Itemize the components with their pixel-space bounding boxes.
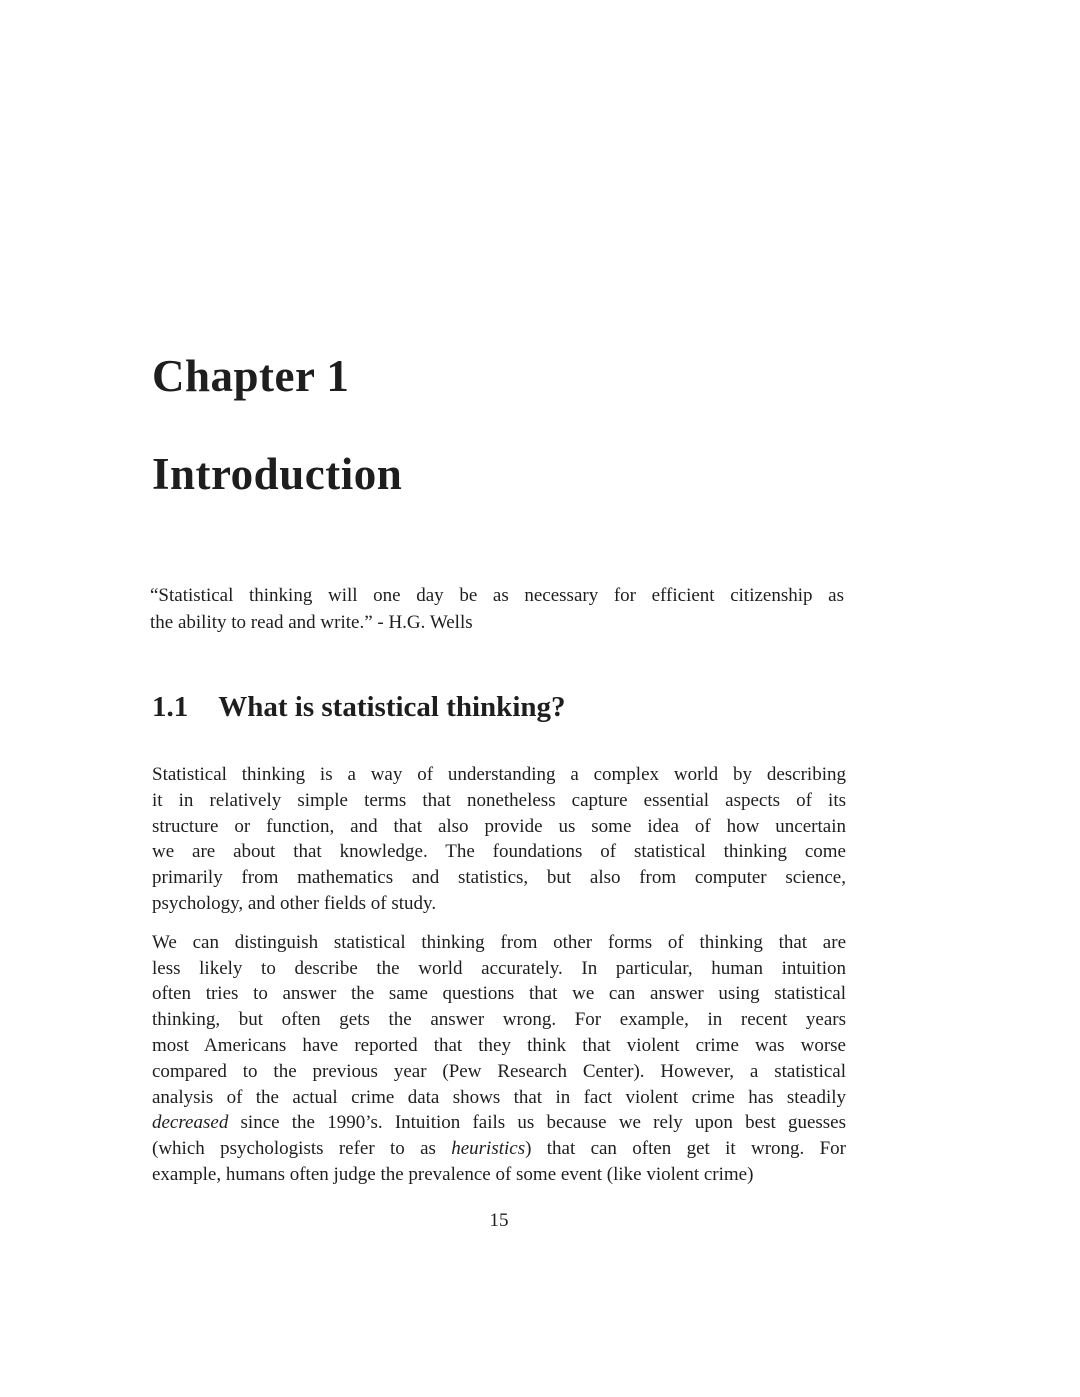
text-line: primarily from mathematics and statistics, but also from computer science, (152, 867, 846, 889)
text-line: thinking, but often gets the answer wrong. For example, in recent years (152, 1009, 846, 1031)
body-text (152, 762, 846, 1201)
chapter-number-heading: Chapter 1 (152, 351, 350, 401)
text-line: the ability to read and write.” - H.G. Wells (150, 612, 473, 633)
text-line: compared to the previous year (Pew Research Center). However, a statistical (152, 1060, 846, 1082)
text-line: most Americans have reported that they think that violent crime was worse (152, 1034, 846, 1056)
text-line: decreased since the 1990’s. Intuition fails us because we rely upon best guesses (152, 1112, 846, 1134)
text-line: it in relatively simple terms that nonetheless capture essential aspects of its (152, 789, 846, 811)
paragraph (152, 762, 846, 917)
text-line: (which psychologists refer to as heuristics) that can often get it wrong. For (152, 1138, 846, 1160)
text-line: psychology, and other fields of study. (152, 892, 437, 914)
section-heading (152, 692, 566, 724)
text-line: example, humans often judge the prevalence of some event (like violent crime) (152, 1163, 754, 1185)
text-line: Statistical thinking is a way of understanding a complex world by describing (152, 764, 846, 785)
text-line: less likely to describe the world accurately. In particular, human intuition (152, 957, 846, 979)
text-line: analysis of the actual crime data shows that in fact violent crime has steadily (152, 1086, 846, 1108)
text-line: We can distinguish statistical thinking from other forms of thinking that are (152, 931, 846, 953)
text-line: “Statistical thinking will one day be as necessary for efficient citizenship as (150, 585, 844, 606)
text-line: often tries to answer the same questions that we can answer using statistical (152, 983, 846, 1005)
chapter-title-heading: Introduction (152, 449, 403, 499)
section-number: 1.1 (152, 691, 189, 723)
text-line: we are about that knowledge. The foundations of statistical thinking come (152, 841, 846, 863)
section-title: What is statistical thinking? (218, 691, 566, 723)
text-line: structure or function, and that also provide us some idea of how uncertain (152, 815, 846, 837)
paragraph (152, 930, 846, 1188)
epigraph-quote (150, 582, 844, 636)
page-number: 15 (489, 1210, 509, 1231)
